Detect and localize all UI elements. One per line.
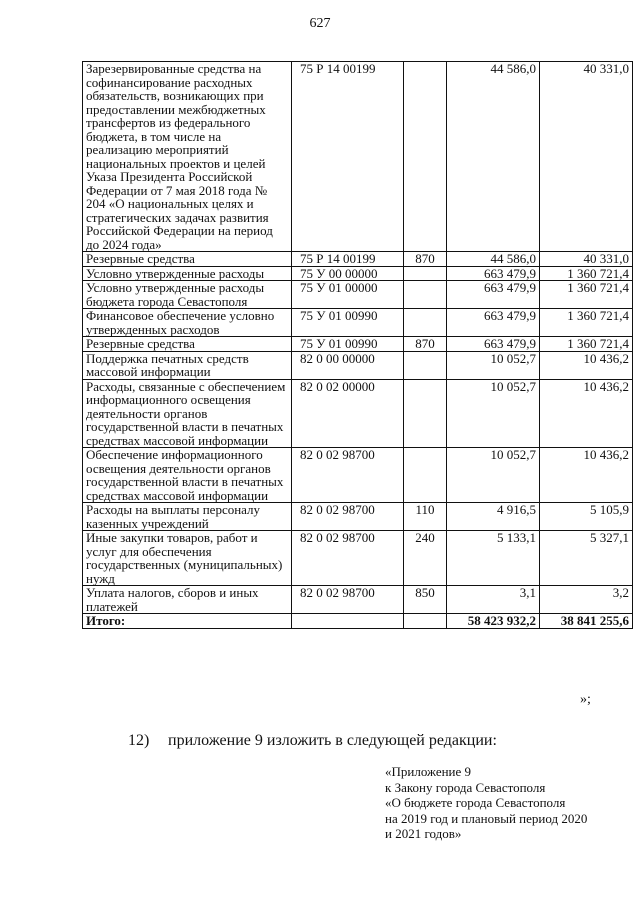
table-row [83,266,633,281]
cell-amount-2020: 3,1 [447,586,540,614]
appendix-header [385,764,587,842]
appendix-line: и 2021 годов» [385,826,462,841]
cell-expense-type [404,281,447,309]
cell-amount-2021: 10 436,2 [540,448,633,503]
cell-code: 82 0 02 98700 [292,503,404,531]
cell-amount-2021: 1 360 721,4 [540,309,633,337]
table-row [83,448,633,503]
appendix-line: на 2019 год и плановый период 2020 [385,810,588,826]
table-row [83,531,633,586]
cell-name: Обеспечение информационного освещения деятельности органов государственной власти в печатных средствах массовой информации [83,448,292,503]
cell-expense-type: 870 [404,337,447,352]
table-row [83,252,633,267]
cell-name: Условно утвержденные расходы [83,266,292,281]
cell-amount-2021: 1 360 721,4 [540,281,633,309]
table-row [83,351,633,379]
table-row [83,503,633,531]
cell-code: 82 0 00 00000 [292,351,404,379]
cell-amount-2020: 10 052,7 [447,351,540,379]
amendment-item-text: приложение 9 изложить в следующей редакции: [168,732,497,749]
cell-name: Резервные средства [83,337,292,352]
cell-name: Расходы на выплаты персоналу казенных учреждений [83,503,292,531]
cell-code: 75 У 00 00000 [292,266,404,281]
cell-amount-2020: 663 479,9 [447,337,540,352]
cell-expense-type [404,351,447,379]
cell-amount-2020: 4 916,5 [447,503,540,531]
cell-expense-type [404,266,447,281]
cell-amount-2021: 3,2 [540,586,633,614]
table-row [83,62,633,252]
cell-code: 75 У 01 00990 [292,337,404,352]
cell-amount-2021: 10 436,2 [540,379,633,448]
cell-amount-2021: 1 360 721,4 [540,337,633,352]
cell-name: Расходы, связанные с обеспечением информационного освещения деятельности органов государственной власти в печатных средствах массовой информации [83,379,292,448]
appendix-line: к Закону города Севастополя [385,779,546,795]
cell-name: Поддержка печатных средств массовой информации [83,351,292,379]
cell-amount-2020: 44 586,0 [447,62,540,252]
cell-expense-type: 110 [404,503,447,531]
cell-name: Зарезервированные средства на софинансирование расходных обязательств, возникающих при предоставлении межбюджетных трансфертов из федерального бюджета, в том числе на реализацию мероприятий национальных проектов и целей Указа Президента Российской Федерации от 7 мая 2018 года № 204 «О национальных целях и стратегических задачах развития Российской Федерации на период до 2024 года» [83,62,292,252]
cell-expense-type: 240 [404,531,447,586]
cell-amount-2021: 1 360 721,4 [540,266,633,281]
total-amount-2020: 58 423 932,2 [447,614,540,629]
cell-amount-2020: 663 479,9 [447,309,540,337]
total-empty-type [404,614,447,629]
cell-code: 75 Р 14 00199 [292,252,404,267]
cell-amount-2021: 5 327,1 [540,531,633,586]
cell-amount-2020: 663 479,9 [447,281,540,309]
cell-amount-2020: 5 133,1 [447,531,540,586]
cell-expense-type [404,309,447,337]
budget-table [82,61,633,629]
total-amount-2021: 38 841 255,6 [540,614,633,629]
cell-code: 75 Р 14 00199 [292,62,404,252]
amendment-item [128,732,497,750]
cell-name: Иные закупки товаров, работ и услуг для обеспечения государственных (муниципальных) нужд [83,531,292,586]
quote-close: »; [580,692,591,707]
cell-amount-2020: 663 479,9 [447,266,540,281]
table-row [83,586,633,614]
total-empty-code [292,614,404,629]
cell-code: 82 0 02 98700 [292,448,404,503]
cell-amount-2020: 10 052,7 [447,448,540,503]
cell-expense-type: 850 [404,586,447,614]
cell-code: 82 0 02 98700 [292,531,404,586]
total-row [83,614,633,629]
cell-expense-type [404,379,447,448]
cell-amount-2021: 40 331,0 [540,62,633,252]
table-row [83,281,633,309]
cell-amount-2020: 44 586,0 [447,252,540,267]
page-number: 627 [309,16,331,31]
table-row [83,337,633,352]
cell-code: 75 У 01 00990 [292,309,404,337]
total-label: Итого: [83,614,292,629]
cell-code: 82 0 02 98700 [292,586,404,614]
table-row [83,379,633,448]
cell-name: Уплата налогов, сборов и иных платежей [83,586,292,614]
cell-expense-type [404,62,447,252]
appendix-line: «Приложение 9 [385,764,472,779]
amendment-item-number: 12) [128,732,150,749]
cell-expense-type: 870 [404,252,447,267]
cell-code: 82 0 02 00000 [292,379,404,448]
cell-amount-2021: 40 331,0 [540,252,633,267]
cell-name: Резервные средства [83,252,292,267]
cell-amount-2021: 10 436,2 [540,351,633,379]
cell-amount-2020: 10 052,7 [447,379,540,448]
cell-code: 75 У 01 00000 [292,281,404,309]
cell-name: Финансовое обеспечение условно утвержденных расходов [83,309,292,337]
cell-amount-2021: 5 105,9 [540,503,633,531]
appendix-line: «О бюджете города Севастополя [385,795,566,810]
table-row [83,309,633,337]
cell-expense-type [404,448,447,503]
budget-table-body [83,62,633,629]
cell-name: Условно утвержденные расходы бюджета города Севастополя [83,281,292,309]
